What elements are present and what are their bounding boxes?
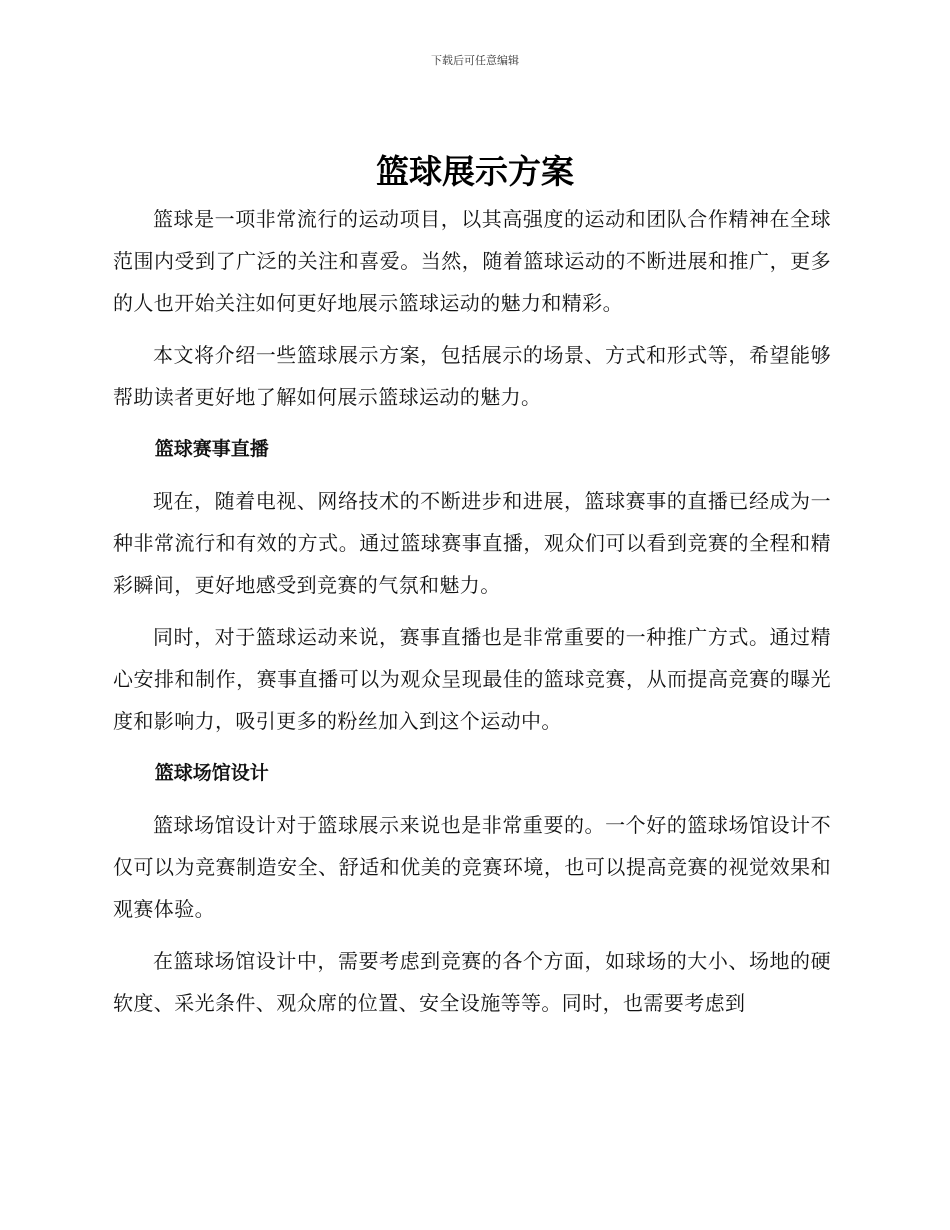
- paragraph-live-broadcast-1: 现在，随着电视、网络技术的不断进步和进展，篮球赛事的直播已经成为一种非常流行和有效的方式。通过篮球赛事直播，观众们可以看到竞赛的全程和精彩瞬间，更好地感受到竞赛的气氛和魅力。: [113, 489, 831, 597]
- paragraph-intro: 篮球是一项非常流行的运动项目，以其高强度的运动和团队合作精神在全球范围内受到了广泛的关注和喜爱。当然，随着篮球运动的不断进展和推广，更多的人也开始关注如何更好地展示篮球运动的魅力和精彩。: [113, 207, 831, 315]
- paragraph-venue-design-2: 在篮球场馆设计中，需要考虑到竞赛的各个方面，如球场的大小、场地的硬软度、采光条件、观众席的位置、安全设施等等。同时，也需要考虑到: [113, 949, 831, 1015]
- section-heading-live-broadcast: 篮球赛事直播: [154, 438, 269, 460]
- document-body: [113, 198, 831, 1034]
- header-note: 下载后可任意编辑: [431, 54, 519, 67]
- paragraph-venue-design-1: 篮球场馆设计对于篮球展示来说也是非常重要的。一个好的篮球场馆设计不仅可以为竞赛制造安全、舒适和优美的竞赛环境，也可以提高竞赛的视觉效果和观赛体验。: [113, 813, 831, 921]
- paragraph-overview: 本文将介绍一些篮球展示方案，包括展示的场景、方式和形式等，希望能够帮助读者更好地了解如何展示篮球运动的魅力。: [113, 343, 831, 409]
- paragraph-live-broadcast-2: 同时，对于篮球运动来说，赛事直播也是非常重要的一种推广方式。通过精心安排和制作，赛事直播可以为观众呈现最佳的篮球竞赛，从而提高竞赛的曝光度和影响力，吸引更多的粉丝加入到这个运动中。: [113, 625, 831, 733]
- section-heading-venue-design: 篮球场馆设计: [154, 762, 269, 784]
- document-title: 篮球展示方案: [376, 152, 574, 191]
